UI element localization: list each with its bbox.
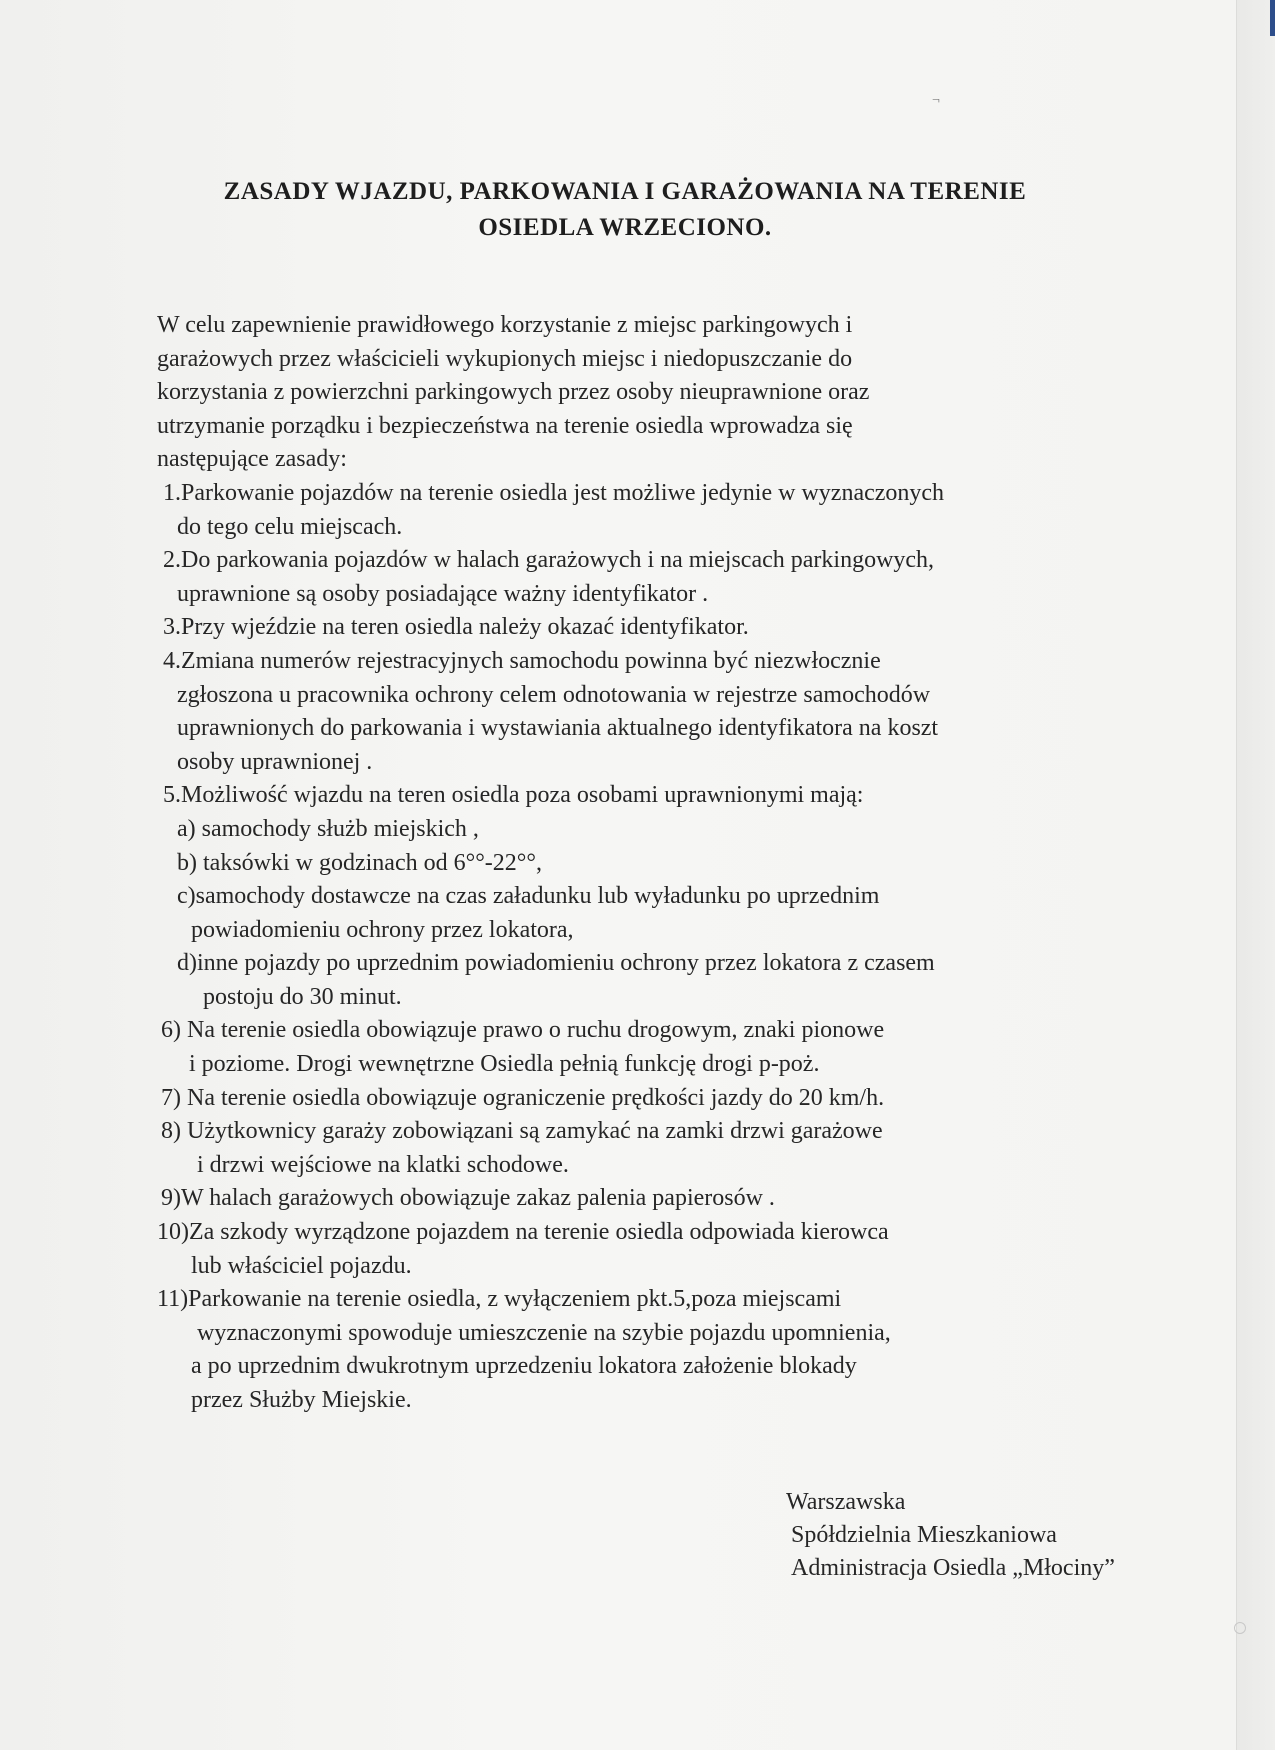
rule-4-line: uprawnionych do parkowania i wystawiania aktualnego identyfikatora na koszt: [177, 715, 939, 742]
rule-6-line: 6) Na terenie osiedla obowiązuje prawo o ruchu drogowym, znaki pionowe: [161, 1017, 885, 1044]
rule-7-line: 7) Na terenie osiedla obowiązuje ograniczenie prędkości jazdy do 20 km/h.: [161, 1084, 885, 1111]
intro-line: garażowych przez właścicieli wykupionych miejsc i niedopuszczanie do: [157, 345, 853, 372]
rule-1-line: 1.Parkowanie pojazdów na terenie osiedla jest możliwe jedynie w wyznaczonych: [163, 479, 945, 506]
rule-4-line: osoby uprawnionej .: [177, 748, 373, 775]
title-line-2: OSIEDLA WRZECIONO.: [478, 214, 772, 241]
rule-10-line: 10)Za szkody wyrządzone pojazdem na terenie osiedla odpowiada kierowca: [157, 1219, 889, 1246]
rule-11-line: a po uprzednim dwukrotnym uprzedzeniu lokatora założenie blokady: [191, 1353, 857, 1380]
scan-artifact: [1234, 1622, 1246, 1634]
rule-8-line: 8) Użytkownicy garaży zobowiązani są zamykać na zamki drzwi garażowe: [161, 1118, 883, 1145]
rule-1-line: do tego celu miejscach.: [177, 513, 403, 540]
rule-11-line: przez Służby Miejskie.: [191, 1387, 412, 1413]
scan-edge: [1236, 0, 1275, 1750]
signature-line: Warszawska: [786, 1489, 906, 1515]
intro-line: następujące zasady:: [157, 446, 347, 473]
rule-10-line: lub właściciel pojazdu.: [191, 1252, 412, 1279]
rule-9-line: 9)W halach garażowych obowiązuje zakaz palenia papierosów .: [161, 1185, 775, 1212]
signature-line: Administracja Osiedla „Młociny”: [791, 1555, 1115, 1581]
rule-8-line: i drzwi wejściowe na klatki schodowe.: [197, 1151, 569, 1178]
rule-5d-line: postoju do 30 minut.: [203, 983, 402, 1010]
scan-edge-mark: [1270, 0, 1275, 36]
rule-5d-line: d)inne pojazdy po uprzednim powiadomieniu ochrony przez lokatora z czasem: [177, 950, 935, 977]
intro-line: korzystania z powierzchni parkingowych przez osoby nieuprawnione oraz: [157, 379, 870, 406]
rule-5c-line: c)samochody dostawcze na czas załadunku lub wyładunku po uprzednim: [177, 883, 880, 910]
rule-6-line: i poziome. Drogi wewnętrzne Osiedla pełnią funkcję drogi p-poż.: [189, 1051, 820, 1078]
intro-line: utrzymanie porządku i bezpieczeństwa na terenie osiedla wprowadza się: [157, 412, 853, 439]
rule-5b-line: b) taksówki w godzinach od 6°°-22°°,: [177, 849, 542, 876]
rule-5-line: 5.Możliwość wjazdu na teren osiedla poza osobami uprawnionymi mają:: [163, 782, 864, 809]
document-body: [157, 309, 1117, 1418]
rule-5a-line: a) samochody służb miejskich ,: [177, 815, 479, 842]
rule-5c-line: powiadomieniu ochrony przez lokatora,: [191, 916, 574, 943]
rule-11-line: 11)Parkowanie na terenie osiedla, z wyłączeniem pkt.5,poza miejscami: [157, 1286, 842, 1313]
fold-mark: ¬: [932, 93, 940, 108]
signature-line: Spółdzielnia Mieszkaniowa: [791, 1522, 1057, 1548]
rule-4-line: zgłoszona u pracownika ochrony celem odnotowania w rejestrze samochodów: [177, 681, 931, 708]
title-line-1: ZASADY WJAZDU, PARKOWANIA I GARAŻOWANIA NA TERENIE: [223, 178, 1027, 205]
rule-2-line: 2.Do parkowania pojazdów w halach garażowych i na miejscach parkingowych,: [163, 547, 935, 574]
signature-block: [786, 1486, 1115, 1585]
rule-2-line: uprawnione są osoby posiadające ważny identyfikator .: [177, 580, 709, 607]
rule-11-line: wyznaczonymi spowoduje umieszczenie na szybie pojazdu upomnienia,: [197, 1319, 891, 1346]
rule-3-line: 3.Przy wjeździe na teren osiedla należy okazać identyfikator.: [163, 614, 749, 641]
document-title: [130, 174, 1120, 246]
intro-line: W celu zapewnienie prawidłowego korzystanie z miejsc parkingowych i: [157, 312, 853, 338]
rule-4-line: 4.Zmiana numerów rejestracyjnych samochodu powinna być niezwłocznie: [163, 647, 881, 674]
